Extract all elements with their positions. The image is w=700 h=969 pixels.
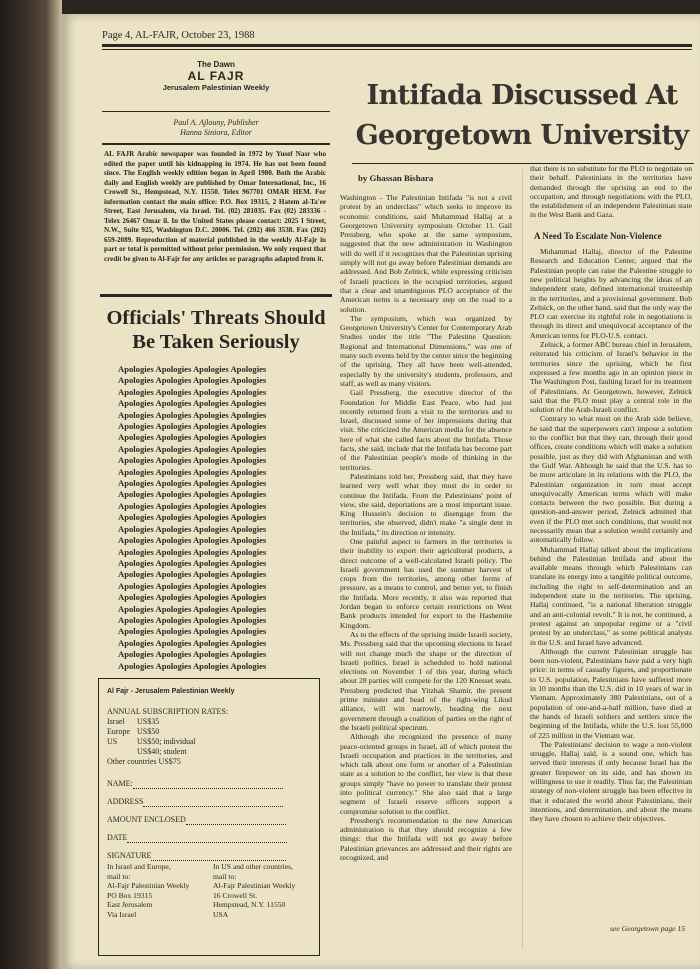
header-rule-thin xyxy=(102,49,692,50)
article-paragraph: As to the effects of the uprising inside Israeli society, Ms. Pressberg said that the upcoming elections in Israel will not change much the shape or the direction of Israeli politics. Israel is scheduled to hold national elections on November 1 of this year, during which about 28 parties will compete for the 120 Knesset seats. Pressberg predicted that Yitzhak Shamir, the present prime minister and head of the right-wing Likud alliance, will win narrowly, heading the next government through a coalition of parties on the right of the Israeli political spectrum. xyxy=(340,629,512,732)
editor-credit: Hanna Siniora, Editor xyxy=(180,128,252,137)
apologies-line: Apologies Apologies Apologies Apologies xyxy=(118,512,267,523)
apologies-line: Apologies Apologies Apologies Apologies xyxy=(118,398,267,409)
apologies-line: Apologies Apologies Apologies Apologies xyxy=(118,637,267,648)
date-field[interactable]: DATE xyxy=(107,833,309,843)
article-paragraph: Zelnick, a former ABC bureau chief in Jerusalem, reiterated his criticism of Israel's behavior in the territories since the uprising, which he first expressed a few months ago in an opinion piece in The Washington Post, faulting Israel for its treatment of Palestinians. At Georgetown, however, Zelnick said that the PLO must play a central role in the solution of the Arab-Israeli conflict. xyxy=(530,340,692,415)
apologies-line: Apologies Apologies Apologies Apologies xyxy=(118,443,267,454)
rate-other: Other countries US$75 xyxy=(107,757,181,766)
subscription-title: Al Fajr - Jerusalem Palestinian Weekly xyxy=(107,688,235,695)
amount-field[interactable]: AMOUNT ENCLOSED xyxy=(107,815,309,825)
masthead-subtitle: Jerusalem Palestinian Weekly xyxy=(162,83,270,92)
column-2-body xyxy=(530,247,692,823)
threats-headline: Officials' Threats Should Be Taken Seriously xyxy=(106,307,326,353)
address-field[interactable]: ADDRESS xyxy=(107,797,309,807)
apologies-line: Apologies Apologies Apologies Apologies xyxy=(118,500,267,511)
article-headline: Intifada Discussed At Georgetown University xyxy=(355,80,689,151)
apologies-line: Apologies Apologies Apologies Apologies xyxy=(118,580,267,591)
apologies-line: Apologies Apologies Apologies Apologies xyxy=(118,660,267,671)
apologies-line: Apologies Apologies Apologies Apologies xyxy=(118,603,267,614)
book-binding xyxy=(0,0,62,969)
apologies-line: Apologies Apologies Apologies Apologies xyxy=(118,409,267,420)
newspaper-page xyxy=(62,14,700,969)
apologies-line: Apologies Apologies Apologies Apologies xyxy=(118,455,267,466)
apologies-line: Apologies Apologies Apologies Apologies xyxy=(118,592,267,603)
masthead-title: AL FAJR xyxy=(187,69,245,83)
article-column-1 xyxy=(340,193,512,953)
masthead-rule xyxy=(102,111,330,112)
subscription-form xyxy=(98,678,320,956)
article-byline: by Ghassan Bishara xyxy=(358,173,434,183)
article-paragraph: Contrary to what most on the Arab side believe, he said that the superpowers can't impose a solution to the conflict but that they can, through their good offices, create conditions which will make a solution possible, just as they did with Afghanistan and with the Gulf War. Although he said that the U.S. has to be more articulate in its relations with the PLO, the Palestinian organization in turn must accept unequivocally American terms which will make contacts between the two possible. But during a question-and-answer period, Zelnick admitted that even if the PLO met such conditions, that would not necessarily mean that a solution would certainly and automatically follow. xyxy=(530,414,692,545)
apologies-line: Apologies Apologies Apologies Apologies xyxy=(118,523,267,534)
name-field[interactable]: NAME: xyxy=(107,779,309,789)
masthead xyxy=(102,60,330,92)
page-header: Page 4, AL-FAJR, October 23, 1988 xyxy=(102,30,255,41)
mail-address-us: In US and other countries, mail to: Al-Fajr Palestinian Weekly 16 Crowell St. Hempstead, N.Y. 11550 USA xyxy=(213,862,296,919)
article-paragraph: Gail Pressberg, the executive director of the Foundation for Middle East Peace, who had just recently returned from a visit to the territories and to Israel, discussed some of her impressions during that visit. She criticized the American media for the absence here of what she called facts about the Intifada. Those facts, she said, include that the Intifada has become part of the Palestinian people's mode of thinking in the territories. xyxy=(340,388,512,472)
threats-rule xyxy=(100,294,332,297)
apologies-line: Apologies Apologies Apologies Apologies xyxy=(118,386,267,397)
article-paragraph: Muhammad Hallaj, director of the Palestine Research and Education Center, argued that the Palestinian people can raise the Palestine struggle to new political heights by advancing the ideas of an independent state, defined international trusteeship in the territories, and a provisional government. Bob Zelnick, on the other hand, said that the only way the PLO can exercise its rightful role in negotiations is through its direct and unequivocal acceptance of the American terms for PLO-U.S. contact. xyxy=(530,247,692,340)
article-paragraph: Pressberg's recommendation to the new American administration is that they should recognize a few things: that the Intifada will not go away before Palestinian grievances are addressed and their rights are recognized, and xyxy=(340,815,512,863)
rates-block xyxy=(107,707,312,767)
article-paragraph: Washington - The Palestinian Intifada "is not a civil protest by an underclass" which seeks to improve its economic conditions, said Muhammad Hallaj at a Georgetown University symposium October 11. Gail Pressberg, who spoke at the same symposium, suggested that the new administration in Washington will do well if it recognizes that the Palestinian uprising simply will not go away before Palestinian demands are addressed. And Bob Zelnick, while expressing criticism of Israeli practices in the occupied territories, argued that a clear and unambiguous PLO acceptance of the American terms is a necessary step on the road to a solution. xyxy=(340,193,512,314)
apologies-line: Apologies Apologies Apologies Apologies xyxy=(118,421,267,432)
article-column-2 xyxy=(530,164,692,914)
apologies-line: Apologies Apologies Apologies Apologies xyxy=(118,569,267,580)
credits-rule xyxy=(102,143,330,145)
apologies-block xyxy=(118,364,314,672)
apologies-line: Apologies Apologies Apologies Apologies xyxy=(118,466,267,477)
signature-field[interactable]: SIGNATURE xyxy=(107,851,309,861)
about-paragraph: AL FAJR Arabic newspaper was founded in 1972 by Yusef Nasr who edited the paper until his kidnapping in 1974. He has not been found since. The English weekly edition began in April 1980. Both the Arabic daily and English weekly are published by Omar International, Inc., 16 Crowell St., Hempstead, N.Y. 11550. Telex 967701 OMAR HEM. For information contact the main office: P.O. Box 19315, 2 Hatem al-Ta'ee Street, East Jerusalem, via Israel. Tel. (02) 281035. Fax (02) 283336 - Telex 26467 Omar il. In the United States please contact: 2025 I Street, N.W., Suite 925, Washington D.C. 20006. Tel. (202) 466 3538. Fax (202) 659-2089. Reproduction of material published in the weekly Al-Fajr in part or total is permitted without prior permission. We only request that credit be given to Al-Fajr for any articles or paragraphs adapted from it. xyxy=(104,150,326,263)
rate-row: Europe US$50 xyxy=(107,727,160,736)
apologies-line: Apologies Apologies Apologies Apologies xyxy=(118,649,267,660)
masthead-line1: The Dawn xyxy=(197,60,235,69)
apologies-line: Apologies Apologies Apologies Apologies xyxy=(118,626,267,637)
rate-row: Israel US$35 xyxy=(107,717,160,726)
mail-address-israel: In Israel and Europe, mail to: Al-Fajr Palestinian Weekly PO Box 19315 East Jerusalem Via Israel xyxy=(107,862,190,919)
rate-row: US US$50; individual xyxy=(107,737,196,746)
column-2-intro: that there is no substitute for the PLO to negotiate on their behalf. Palestinians in the territories have demanded through the uprising an end to the occupation, and through negotiations with the PLO, the establishment of an independent Palestinian state in the West Bank and Gaza. xyxy=(530,164,692,220)
column-divider xyxy=(522,169,523,949)
apologies-line: Apologies Apologies Apologies Apologies xyxy=(118,364,267,374)
article-paragraph: Although she recognized the presence of many peace-oriented groups in Israel, all of which protest the Israeli occupation and practices in the territories, and which talk about one form or another of a Palestinian state as a solution to the conflict, her view is that these groups simply "have no power to translate their protest into political currency." She also said that a large segment of Israeli reserve officers support a compromise solution to the conflict. xyxy=(340,732,512,816)
rates-heading: ANNUAL SUBSCRIPTION RATES: xyxy=(107,707,229,716)
apologies-line: Apologies Apologies Apologies Apologies xyxy=(118,489,267,500)
staff-credits xyxy=(102,118,330,138)
apologies-line: Apologies Apologies Apologies Apologies xyxy=(118,535,267,546)
header-rule xyxy=(102,44,692,47)
apologies-line: Apologies Apologies Apologies Apologies xyxy=(118,432,267,443)
apologies-line: Apologies Apologies Apologies Apologies xyxy=(118,614,267,625)
apologies-line: Apologies Apologies Apologies Apologies xyxy=(118,478,267,489)
article-subhead: A Need To Escalate Non-Violence xyxy=(534,230,662,241)
continued-reference: see Georgetown page 15 xyxy=(610,924,686,933)
apologies-line: Apologies Apologies Apologies Apologies xyxy=(118,557,267,568)
publisher-credit: Paul A. Ajlouny, Publisher xyxy=(173,118,259,127)
article-paragraph: The symposium, which was organized by Georgetown University's Center for Contemporary Arab Studies under the title "The Palestine Question: Regional and International Dimensions," was one of many such events held by the center since the beginning of the uprising. They all have been well-attended, especially by the university's students, professors, and staff, as well as many visitors. xyxy=(340,313,512,388)
apologies-line: Apologies Apologies Apologies Apologies xyxy=(118,375,267,386)
apologies-line: Apologies Apologies Apologies Apologies xyxy=(118,546,267,557)
article-paragraph: Although the current Palestinian struggle has been non-violent, Palestinians have paid a very high price: in terms of casualty figures, and proportionate to U.S. population, Palestinians have suffered more in 10 months than the U.S. did in 10 years of war in Vietnam. Approximately 380 Palestinians, out of a population of one-and-a-half million, have died at the hands of Israeli soldiers and settlers since the beginning of the Intifada, while the U.S. lost 55,000 of 225 million in the Vietnam war. xyxy=(530,646,692,740)
rate-row: US$40; student xyxy=(137,747,187,756)
article-paragraph: Palestinians told her, Pressberg said, that they have learned very well what they must do in order to continue the Intifada. From the Palestinians' point of view, she said, deportations are a most important issue. King Hussein's decision to disengage from the territories, she observed, didn't make "a single dent in the Intifada," its direction or intensity. xyxy=(340,471,512,537)
article-paragraph: The Palestinians' decision to wage a non-violent struggle, Hallaj said, is a sound one, which has served their interests if only because Israel has the greater firepower on its side, and has shown its willingness to use it readily. Thus far, the Palestinian strategy of non-violent struggle has been effective in that it educated the world about Palestinians, their intentions, and determination, and about the means they have chosen to achieve their objectives. xyxy=(530,739,692,824)
article-paragraph: Muhammad Hallaj talked about the implications behind the Palestinian Intifada and about the available means through which Palestinians can translate its energy into a tangible political outcome, including the right to self-determination and an independent state in the territories. The uprising, Hallaj continued, "is a national liberation struggle and an anti-colonial revolt." It is not, he continued, a protest against an unpopular regime or a "civil protest by an underclass," as some political analysts in the U.S. and Israel have advanced. xyxy=(530,544,692,647)
article-paragraph: One painful aspect to farmers in the territories is their inability to export their agricultural products, a direct outcome of a well-calculated Israeli policy. The Israeli government has used the summer harvest of crops from the territories, among other forms of pressure, as a means to control, and better yet, to finish the Intifada. More recently, it also was reported that Jordan began to enforce certain restrictions on West Bank products intended for export to the Hashemite Kingdom. xyxy=(340,536,512,630)
